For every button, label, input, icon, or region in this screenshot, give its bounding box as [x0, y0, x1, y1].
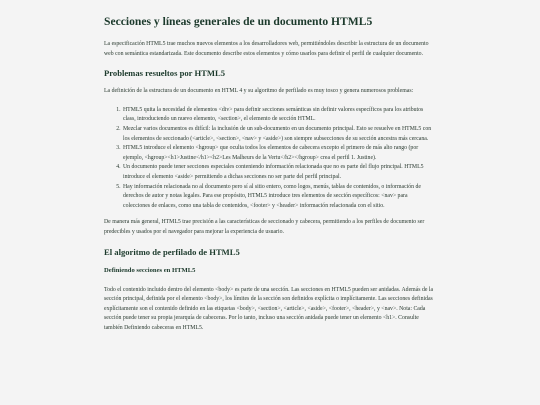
page-title: Secciones y líneas generales de un documento HTML5 [104, 15, 373, 28]
list-item: 3. HTML5 introduce el elemento <hgroup> que oculta todos los elementos de cabecera excepto el primero de más alto rango (por ejemplo, <hgroup><h1>Justine</h1><h2>Les Malheurs de la Vertu</h2></hgroup> crea el perfil 1. Justine). [122, 144, 436, 163]
problems-list [104, 106, 436, 212]
list-item: 2. Mezclar varios documentos es difícil: la inclusión de un sub-documento en un documento principal. Esto se resuelve en HTML5 con los elementos de seccionado (<article>, <section>, <nav> y <aside>) son siempre subsecciones de su sección ancestra más cercana. [122, 125, 436, 144]
list-item: 4. Un documento puede tener secciones especiales conteniendo información relacionada que no es parte del flujo principal. HTML5 introduce el elemento <aside> permitiendo a dichas secciones no ser parte del perfil principal. [122, 163, 436, 182]
intro-paragraph: La especificación HTML5 trae muchos nuevos elementos a los desarrolladores web, permitiéndoles describir la estructura de un documento web con semántica estandarizada. Este documento describe estos elementos y cómo usarlos para definir el perfil de cualquier documento. [104, 41, 429, 57]
section-heading-algorithm: El algoritmo de perfilado de HTML5 [104, 246, 240, 257]
list-item: 1. HTML5 quita la necesidad de elementos <div> para definir secciones semánticas sin definir valores específicos para los atributos class, introduciendo un nuevo elemento, <section>, el elemento de sección HTML. [122, 106, 436, 125]
problems-closing-paragraph: De manera más general, HTML5 trae precisión a las características de seccionado y cabecera, permitiendo a los perfiles de documento ser predecibles y usados por el navegador para mejorar la experiencia de usuario. [104, 219, 425, 235]
subsection-heading-defining-sections: Definiendo secciones en HTML5 [104, 266, 196, 274]
problems-lead-paragraph: La definición de la estructura de un documento en HTML 4 y su algoritmo de perfilado es muy tosco y genera numerosos problemas: [104, 88, 414, 95]
section-heading-problems: Problemas resueltos por HTML5 [104, 68, 226, 79]
list-item: 5. Hay información relacionada no al documento pero sí al sitio entero, como logos, menús, tablas de contenidos, o información de derechos de autor y notas legales. Para ese propósito, HTML5 introduce tres elementos de sección específicos: <nav> para colecciones de enlaces, como una tabla de contenidos, <footer> y <header> información relacionada con el sitio. [122, 183, 436, 212]
document-page [104, 0, 436, 342]
defining-sections-paragraph: Todo el contenido incluido dentro del elemento <body> es parte de una sección. Las secciones en HTML5 pueden ser anidadas. Además de la sección principal, definida por el elemento <body>, los límites de la sección son definidos explícita o implícitamente. Las secciones definidas explícitamente son el contenido definido en las etiquetas <body>, <section>, <article>, <aside>, <footer>, <header>, y <nav>. Nota: Cada sección puede tener su propia jerarquía de cabeceras. Por lo tanto, incluso una sección anidada puede tener un elemento <h1>. Consulte también Definiendo cabeceras en HTML5. [104, 286, 434, 331]
